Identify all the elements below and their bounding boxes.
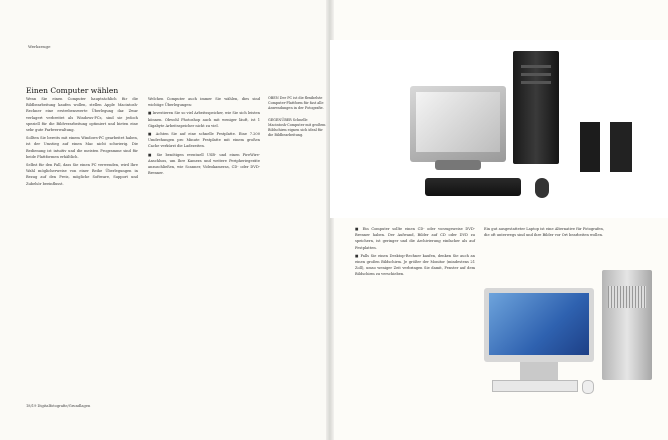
pc-tower xyxy=(513,51,559,164)
mac-mouse xyxy=(582,380,594,394)
paragraph: Sollten Sie bereits mit einem Windows-PC gearbeitet haben, ist der Umstieg auf einen Mac nicht schwierig. Die Bedienung ist intuitiv und die meisten Programme sind für beide Plattformen erhältlich. xyxy=(26,136,138,159)
paragraph: ■ Falls Sie einen Desktop-Rechner kaufen, denken Sie auch an einen großen Bildschirm. Je größer der Monitor (mindestens 21 Zoll), umso weniger Zeit verbringen Sie damit, Fenster auf dem Bildschirm zu verschieben. xyxy=(355,253,475,277)
mac-screen xyxy=(489,293,589,355)
caption-opposite: GEGENÜBER Schnelle Macintosh-Computer mit großem Bildschirm eignen sich ideal für die Bildbearbeitung. xyxy=(268,118,326,137)
section-label: Werkzeuge xyxy=(28,44,51,49)
paragraph: Selbst für den Fall, dass Sie einen PC verwenden, wird Ihre Wahl möglicherweise von einer Reihe Überlegungen in Bezug auf den Preis, mögliche Software, Support und Zubehör beeinflusst. xyxy=(26,163,138,186)
mac-monitor xyxy=(484,288,594,362)
pc-keyboard xyxy=(425,178,521,196)
mac-photo xyxy=(484,262,654,394)
right-text-column-1 xyxy=(355,226,475,280)
right-text-column-2 xyxy=(484,226,604,240)
page-folio: 18/19 Digitalfotografie/Grundlagen xyxy=(26,404,91,408)
pc-screen xyxy=(416,92,500,152)
text-column-1 xyxy=(26,96,138,189)
left-page xyxy=(0,0,330,440)
drive-slot xyxy=(521,81,551,84)
text-column-2 xyxy=(148,96,260,178)
mac-tower xyxy=(602,270,652,380)
paragraph: Welchen Computer auch immer Sie wählen, dies sind wichtige Überlegungen: xyxy=(148,97,260,108)
mac-stand xyxy=(520,362,558,380)
tower-grille xyxy=(608,286,646,308)
paragraph: ■ Sie benötigen eventuell USB- und einen FireWire-Anschluss, um Ihre Kamera und weitere Peripheriegeräte anzuschließen, wie Scanner, Videokameras, CD- oder DVD-Brenner. xyxy=(148,152,260,176)
paragraph: Wenn Sie einen Computer hauptsächlich für die Bildbearbeitung kaufen wollen, stellen Apple Macintosh-Rechner eine erstrebenswerte Überlegung dar. Zwar verlagert verbreitet als Windows-PCs, sind sie jedoch speziell für die Bildverarbeitung optimiert und bieten eine sehr gute Farbverwaltung. xyxy=(26,97,138,133)
pc-monitor xyxy=(410,86,506,162)
pc-mouse xyxy=(535,178,549,198)
paragraph: ■ Investieren Sie so viel Arbeitsspeicher, wie Sie sich leisten können. Obwohl Photoshop auch mit weniger läuft, ist 1 Gigabyte Arbeitsspeicher nicht zu viel. xyxy=(148,111,260,128)
speaker-left xyxy=(580,122,600,172)
drive-slot xyxy=(521,73,551,76)
paragraph: ■ Ein Computer sollte einen CD- oder vorzugsweise DVD-Brenner haben. Der Aufwand, Bilder auf CD oder DVD zu speichern, ist geringer und die Archivierung einfacher als auf Festplatten. xyxy=(355,227,475,250)
monitor-stand xyxy=(435,160,481,170)
windows-pc-photo xyxy=(330,40,668,218)
paragraph: ■ Achten Sie auf eine schnelle Festplatte. Eine 7.200 Umdrehungen pro Minute Festplatte mit einem großen Cache verkürzt die Ladezeiten. xyxy=(148,132,260,149)
paragraph: Ein gut ausgestatteter Laptop ist eine Alternative für Fotografen, die oft unterwegs sind und ihre Bilder vor Ort bearbeiten wollen. xyxy=(484,227,604,238)
mac-keyboard xyxy=(492,380,578,392)
article-title: Einen Computer wählen xyxy=(26,86,119,95)
speaker-right xyxy=(610,122,632,172)
drive-slot xyxy=(521,65,551,68)
caption-top: OBEN Der PC ist die flexibelste Computer-Plattform für fast alle Anwendungen in der Fotografie. xyxy=(268,96,324,110)
